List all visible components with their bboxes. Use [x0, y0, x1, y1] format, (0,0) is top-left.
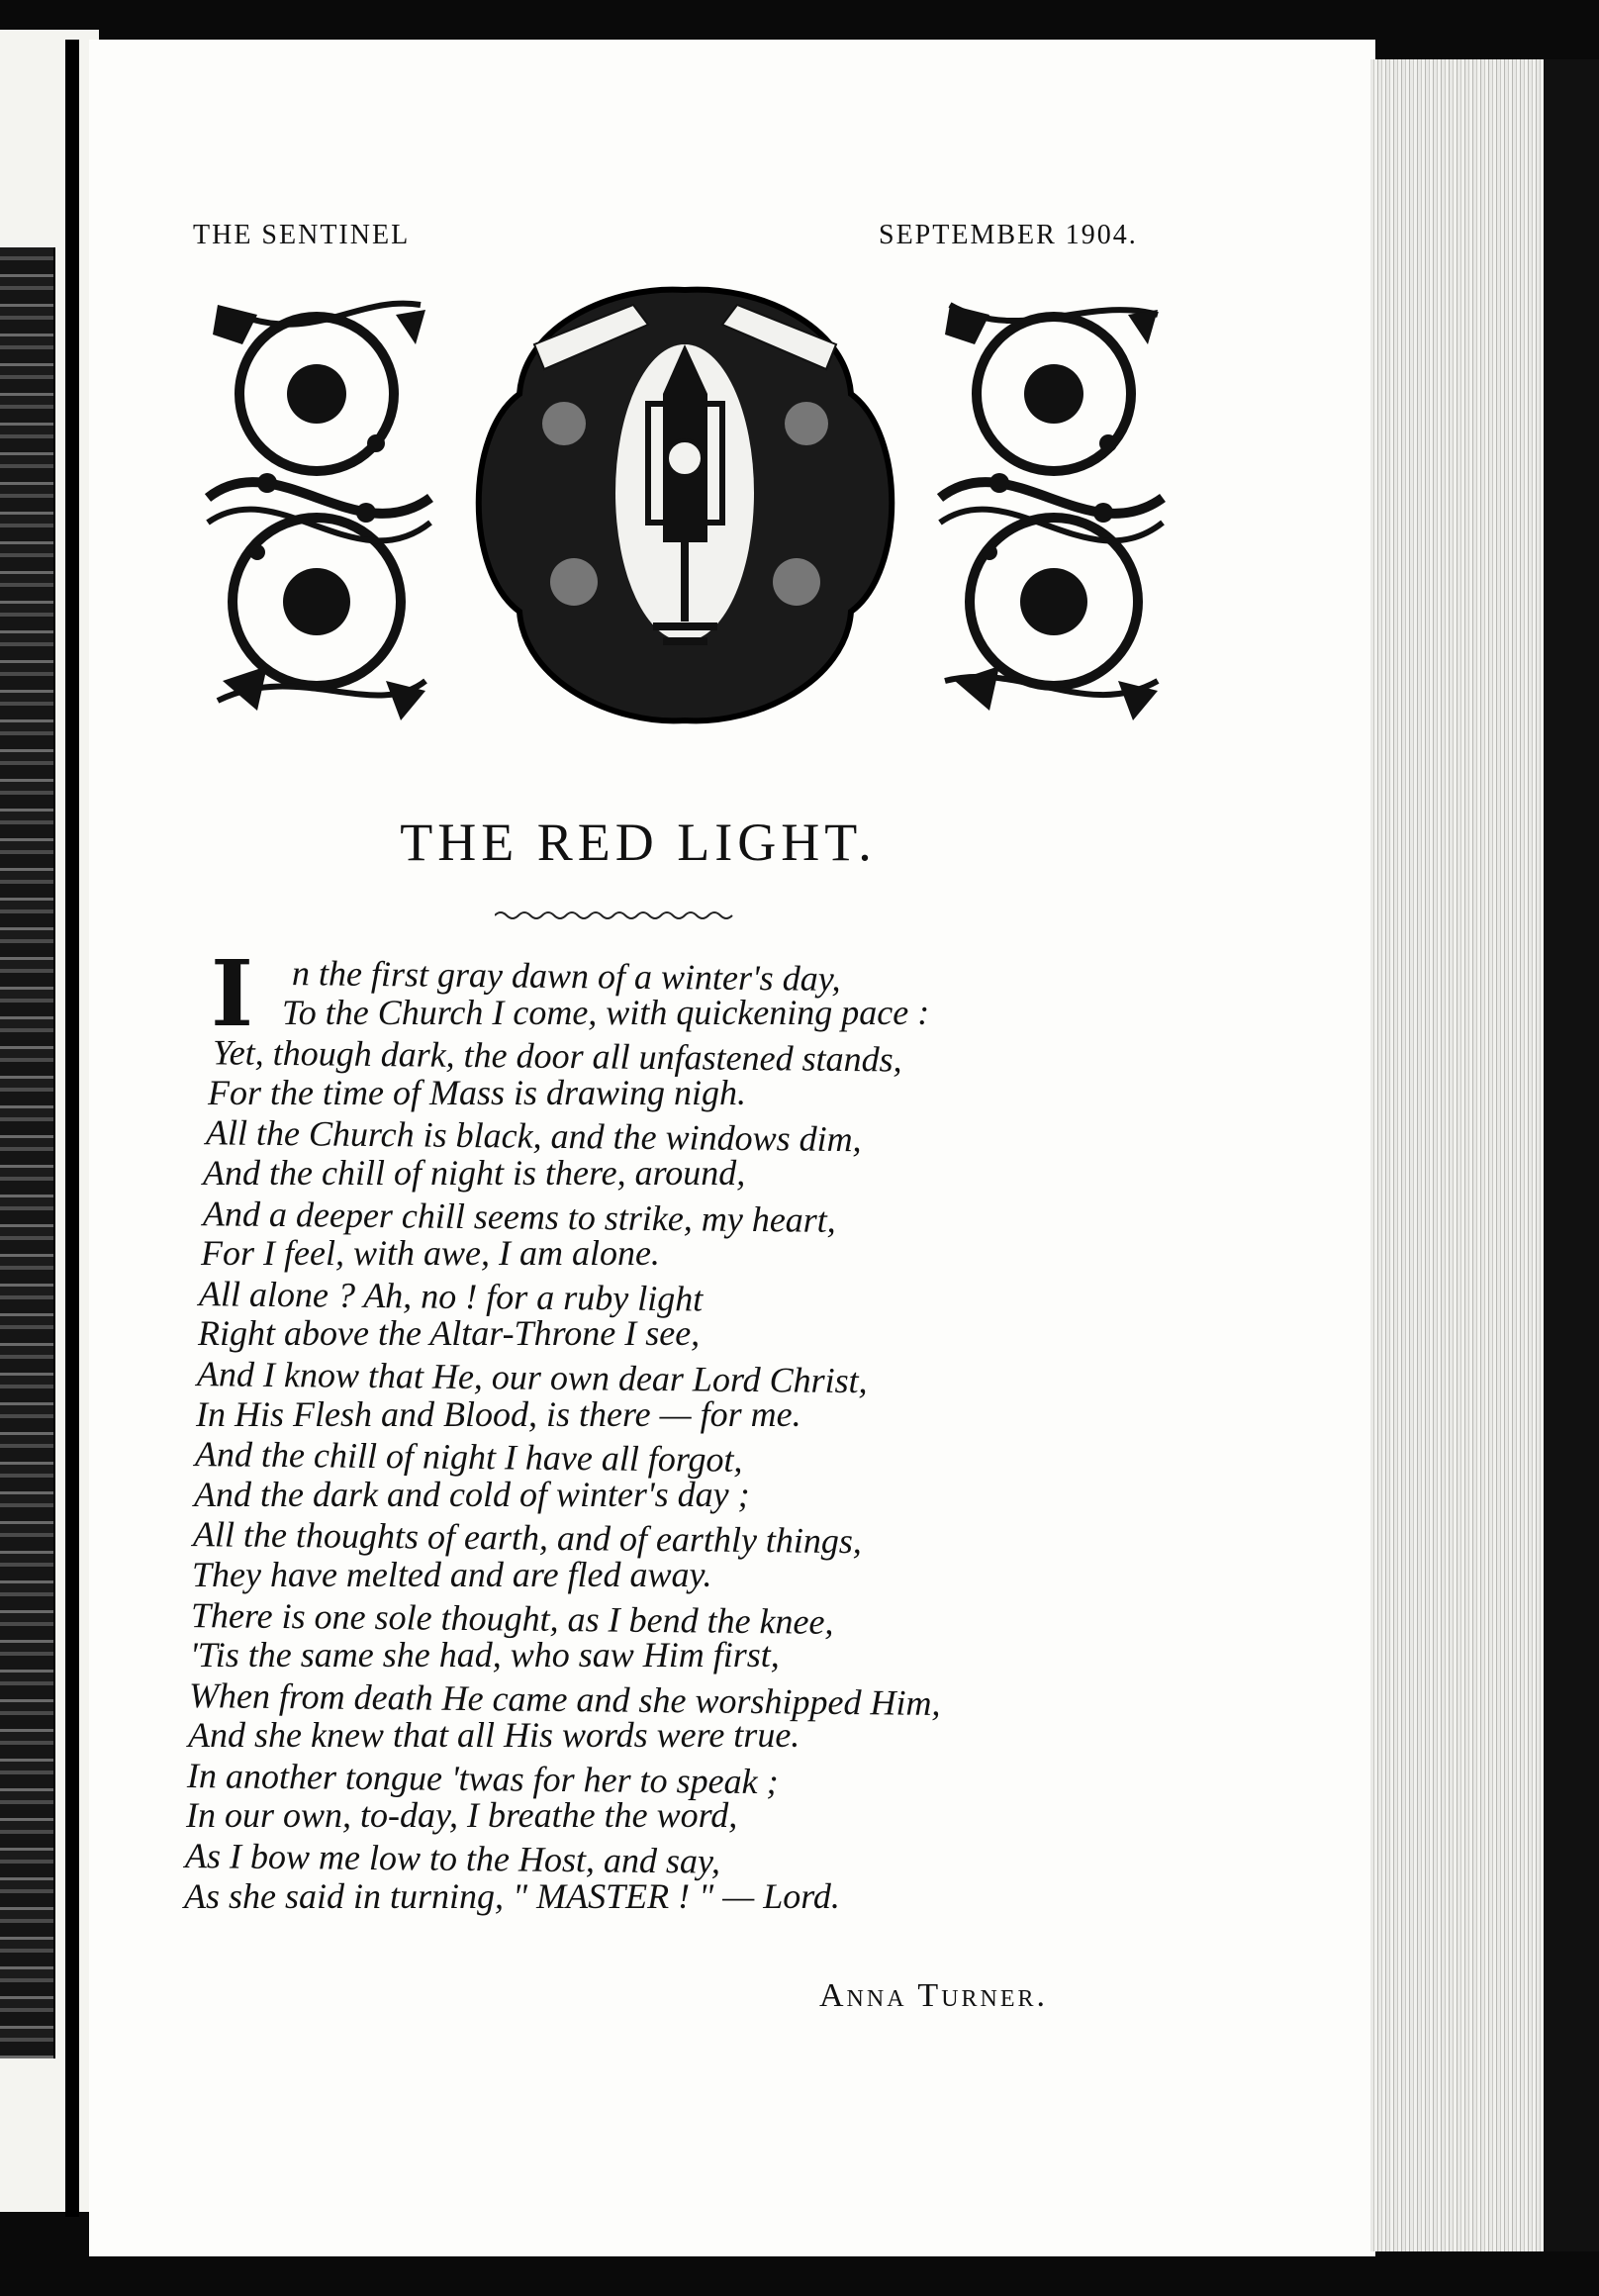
- poem-line: All alone ? Ah, no ! for a ruby light: [198, 1273, 704, 1319]
- poem-line: All the thoughts of earth, and of earthly things,: [192, 1514, 863, 1562]
- running-head-date: SEPTEMBER 1904.: [879, 220, 1138, 250]
- poem-author: Anna Turner.: [819, 1977, 1049, 2014]
- poem-title: THE RED LIGHT.: [400, 813, 877, 872]
- poem-line: There is one sole thought, as I bend the knee,: [190, 1594, 834, 1642]
- vine-ornament-left-icon: [208, 304, 430, 701]
- poem-line: To the Church I come, with quickening pace :: [282, 992, 930, 1032]
- poem-line: In another tongue 'twas for her to speak ;: [186, 1755, 779, 1802]
- facing-page: [0, 30, 99, 2212]
- running-head-title: THE SENTINEL: [193, 220, 411, 250]
- poem-line: And the chill of night is there, around,: [203, 1152, 746, 1193]
- poem-line: In His Flesh and Blood, is there — for me.: [196, 1393, 801, 1434]
- facing-page-engraving: [0, 247, 55, 2058]
- poem-line: 'Tis the same she had, who saw Him first,: [190, 1635, 780, 1675]
- book-shadow: [1544, 59, 1599, 2251]
- drop-cap: I: [211, 940, 254, 1047]
- poem-line: And a deeper chill seems to strike, my heart,: [202, 1193, 837, 1240]
- title-ornament-rule: [495, 906, 737, 925]
- poem-line: And I know that He, our own dear Lord Christ,: [196, 1354, 868, 1401]
- poem-line: n the first gray dawn of a winter's day,: [291, 953, 841, 999]
- page-edges: [1370, 59, 1558, 2251]
- poem-line: And she knew that all His words were true.: [188, 1715, 800, 1756]
- poem-line: And the chill of night I have all forgot,: [194, 1434, 743, 1481]
- book-gutter: [65, 40, 79, 2217]
- poem-line: In our own, to-day, I breathe the word,: [186, 1795, 738, 1836]
- monstrance-icon: [479, 290, 893, 721]
- poem-line: For the time of Mass is drawing nigh.: [208, 1072, 747, 1112]
- poem-line: Right above the Altar-Throne I see,: [198, 1313, 701, 1354]
- poem-body: [183, 952, 1173, 1916]
- poem-line: For I feel, with awe, I am alone.: [201, 1233, 660, 1274]
- poem-line: All the Church is black, and the windows dim,: [205, 1112, 862, 1160]
- poem-line: And the dark and cold of winter's day ;: [194, 1474, 750, 1514]
- vine-ornament-right-icon: [940, 305, 1163, 695]
- poem-line: As she said in turning, " MASTER ! " — Lord.: [184, 1875, 840, 1916]
- poem-line: When from death He came and she worshipped Him,: [188, 1674, 941, 1723]
- poem-line: Yet, though dark, the door all unfastened stands,: [212, 1032, 902, 1080]
- poem-line: As I bow me low to the Host, and say,: [184, 1836, 721, 1881]
- banner-engraving: [198, 285, 1173, 725]
- poem-line: They have melted and are fled away.: [192, 1554, 712, 1594]
